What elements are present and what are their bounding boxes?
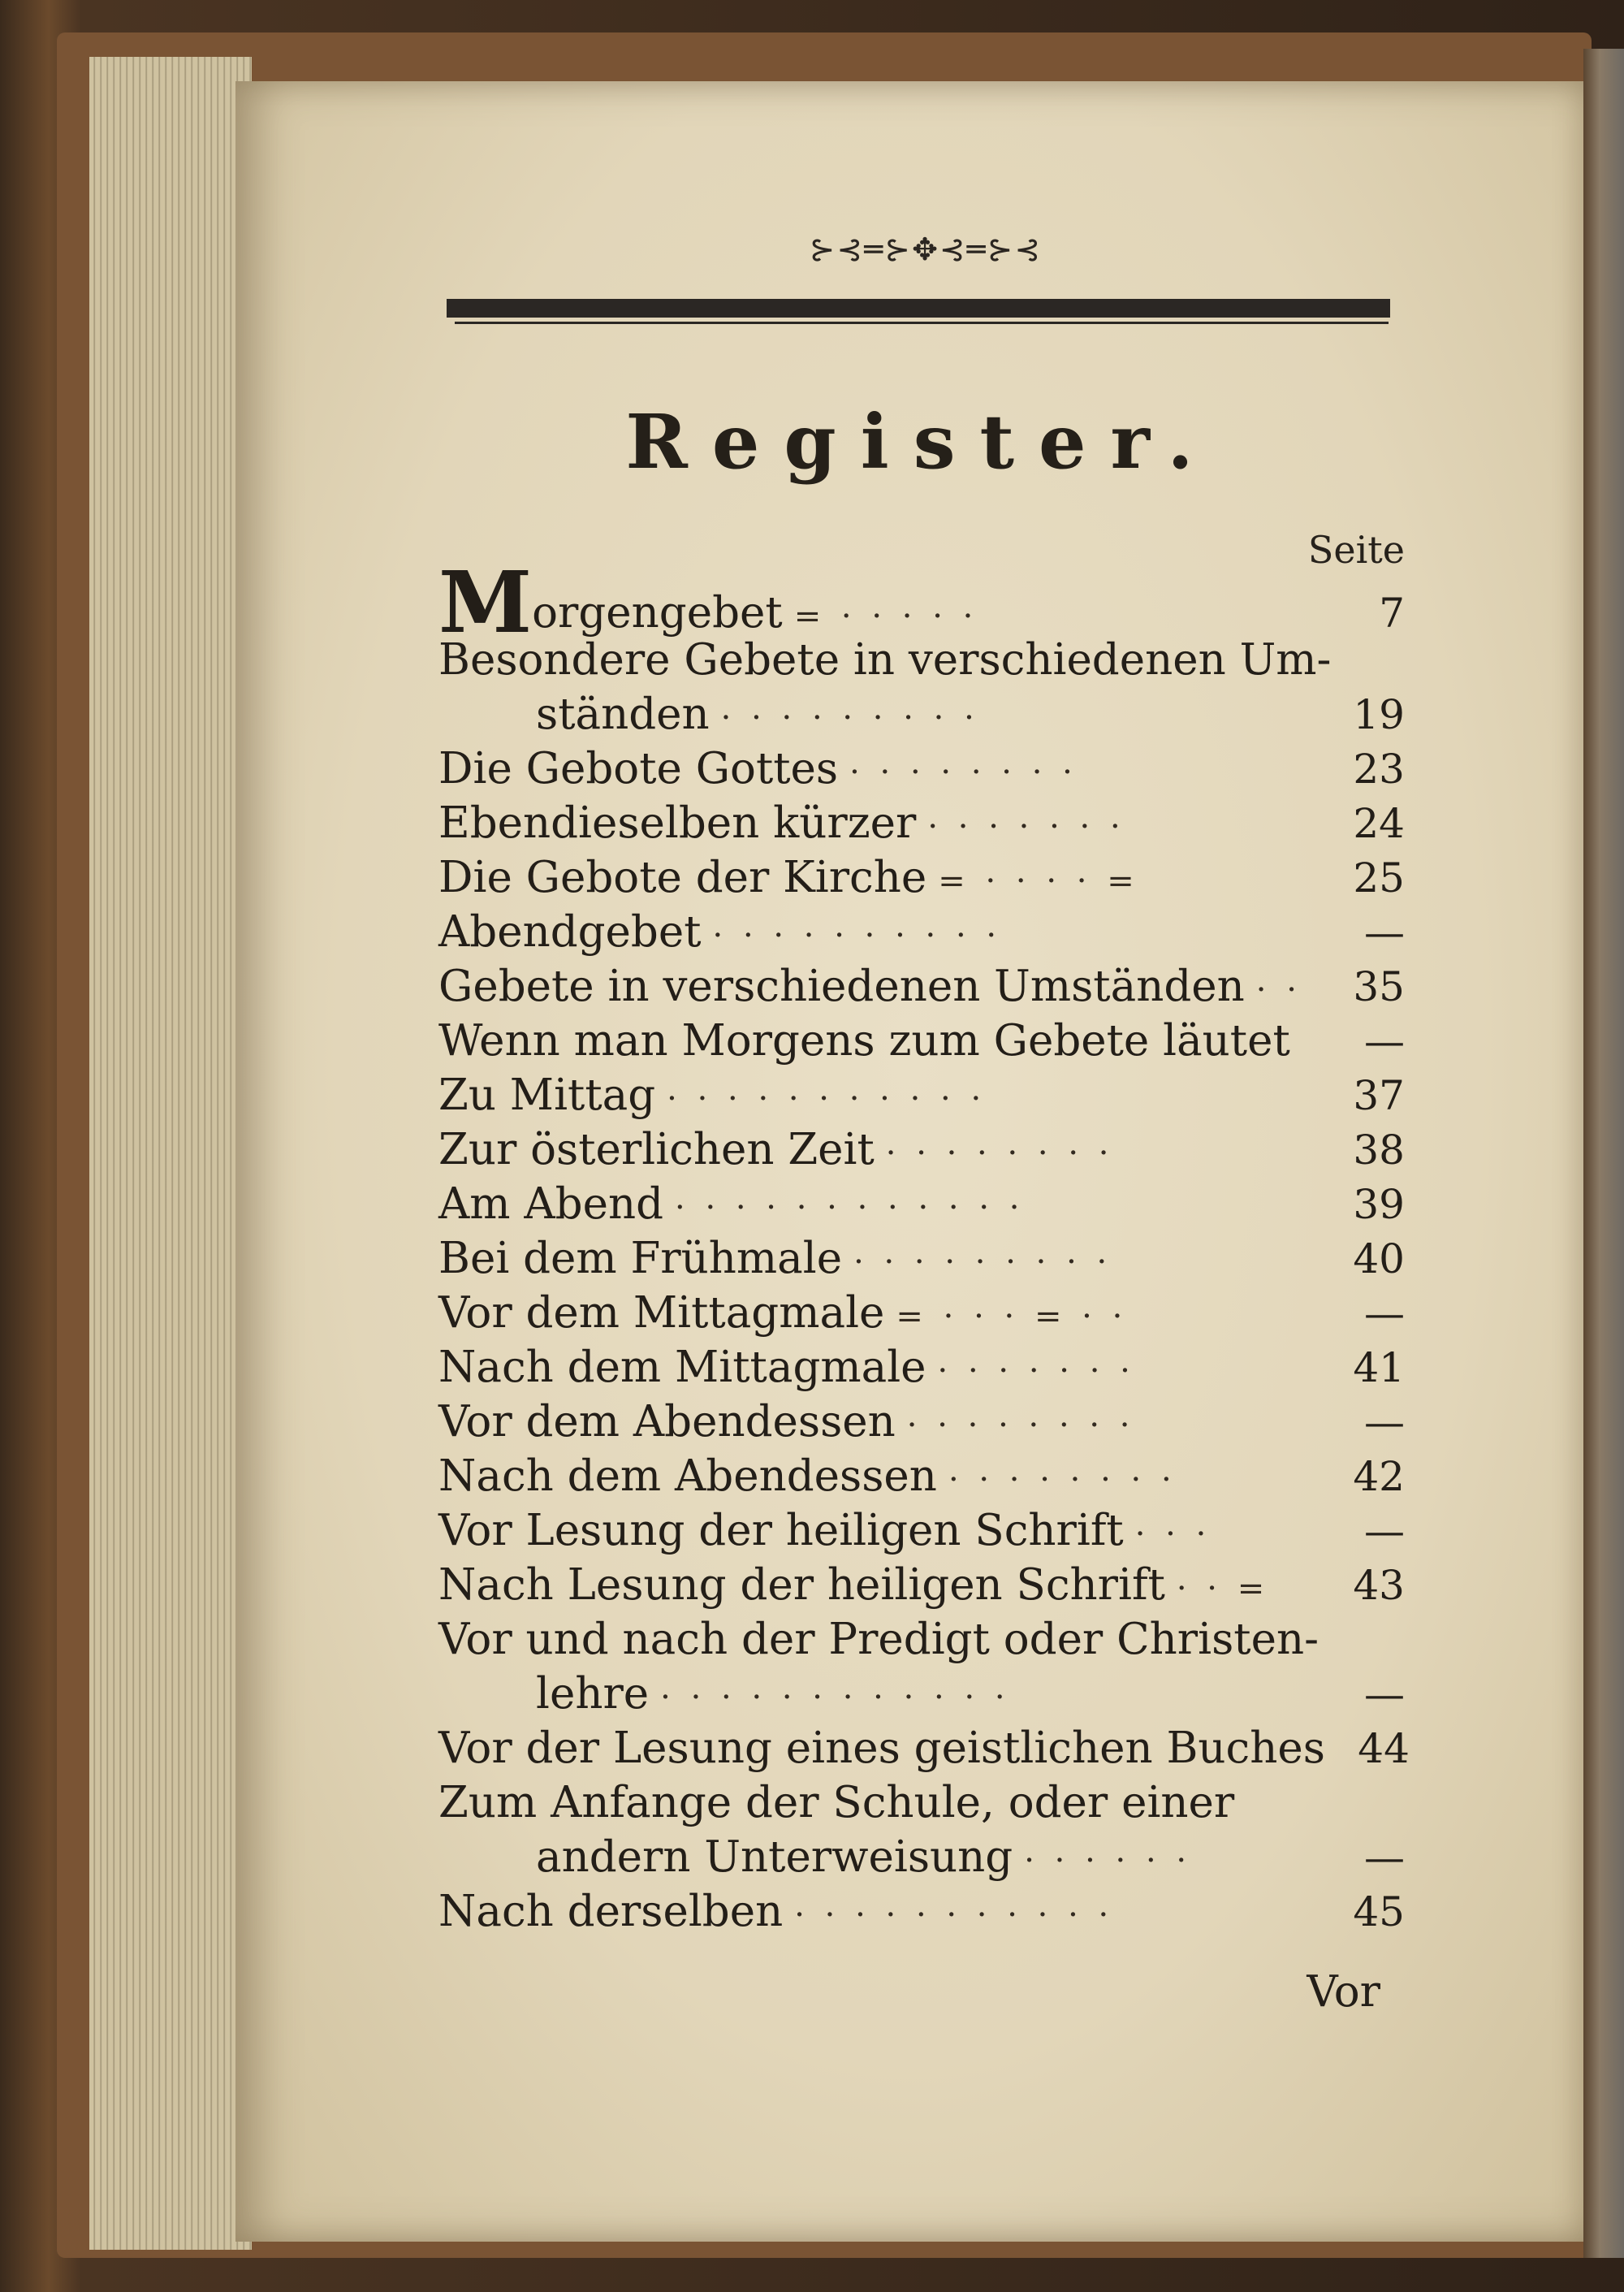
entry-page-number: — bbox=[1364, 1018, 1405, 1065]
entry-title: Nach Lesung der heiligen Schrift bbox=[438, 1560, 1165, 1610]
register-entry bbox=[438, 796, 1405, 850]
entry-leader-dots: · · · · · · · · · · · bbox=[667, 1080, 987, 1118]
entry-page-number: 39 bbox=[1353, 1181, 1405, 1228]
right-binding bbox=[1583, 49, 1624, 2258]
entry-title: Vor der Lesung eines geistlichen Buches bbox=[438, 1723, 1325, 1773]
register-entry bbox=[438, 1177, 1405, 1231]
entry-title: Gebete in verschiedenen Umständen bbox=[438, 962, 1245, 1011]
register-entry bbox=[438, 1503, 1405, 1558]
register-entry bbox=[438, 1231, 1405, 1286]
entry-leader-dots: · · · · · · · · · · · · bbox=[675, 1189, 1025, 1226]
header-ornament: ⊱⊰═⊱✥⊰═⊱⊰ bbox=[809, 231, 1043, 267]
entry-title: Abendgebet bbox=[438, 907, 702, 957]
entry-page-number: — bbox=[1364, 1671, 1405, 1718]
entry-page-number: 35 bbox=[1353, 963, 1405, 1010]
register-entry bbox=[438, 1122, 1405, 1177]
entry-title: Nach dem Abendessen bbox=[438, 1451, 937, 1501]
entry-page-number: 23 bbox=[1353, 746, 1405, 793]
entry-leader-dots: · · · · · · · bbox=[927, 808, 1125, 845]
entry-leader-dots: · · · · · · · · · · · · bbox=[660, 1679, 1010, 1716]
entry-page-number: 19 bbox=[1353, 691, 1405, 738]
entry-title: Zu Mittag bbox=[438, 1070, 656, 1120]
entry-title: Die Gebote der Kirche bbox=[438, 853, 927, 902]
register-entries bbox=[438, 552, 1410, 1939]
entry-leader-dots: · · · · · · · · · bbox=[853, 1243, 1112, 1281]
register-entry bbox=[438, 1830, 1405, 1884]
entry-title: Nach dem Mittagmale bbox=[438, 1343, 926, 1392]
register-entry bbox=[438, 1884, 1405, 1939]
entry-page-number: 25 bbox=[1353, 854, 1405, 902]
entry-leader-dots: · · · bbox=[1134, 1516, 1212, 1553]
register-entry bbox=[438, 742, 1405, 796]
entry-leader-dots: · · · · · · · · · bbox=[720, 699, 979, 737]
entry-leader-dots: · · · · · · · · · · · bbox=[794, 1896, 1114, 1934]
entry-leader-dots: · · = bbox=[1176, 1570, 1270, 1607]
register-entry bbox=[438, 633, 1405, 687]
entry-title-rest: orgengebet bbox=[532, 588, 783, 638]
entry-page-number: 41 bbox=[1353, 1344, 1405, 1391]
entry-title: Zur österlichen Zeit bbox=[438, 1125, 875, 1174]
entry-leader-dots: · · · · · · · · · · bbox=[712, 917, 1002, 954]
page-edges bbox=[89, 57, 252, 2250]
entry-title bbox=[438, 552, 783, 652]
entry-title: Besondere Gebete in verschiedenen Um- bbox=[438, 635, 1332, 685]
register-entry bbox=[438, 850, 1405, 905]
entry-title: Am Abend bbox=[438, 1179, 664, 1229]
entry-title: andern Unterweisung bbox=[536, 1832, 1013, 1882]
entry-title: Bei dem Frühmale bbox=[438, 1234, 843, 1283]
entry-leader-dots: · · · · · · · bbox=[937, 1352, 1135, 1390]
entry-page-number: 42 bbox=[1353, 1453, 1405, 1500]
page-title: Register. bbox=[625, 398, 1218, 486]
register-entry bbox=[438, 1558, 1405, 1612]
register-entry bbox=[438, 1286, 1405, 1340]
entry-title: Nach derselben bbox=[438, 1887, 784, 1936]
entry-title: Die Gebote Gottes bbox=[438, 744, 839, 794]
entry-title: Vor Lesung der heiligen Schrift bbox=[438, 1506, 1124, 1555]
register-entry bbox=[438, 1340, 1405, 1395]
drop-capital: M bbox=[438, 552, 533, 652]
entry-title: ständen bbox=[536, 690, 710, 739]
register-entry bbox=[438, 959, 1405, 1014]
entry-page-number: — bbox=[1364, 1834, 1405, 1881]
entry-page-number: — bbox=[1364, 1290, 1405, 1337]
entry-page-number: — bbox=[1364, 1399, 1405, 1446]
register-entry bbox=[438, 1449, 1405, 1503]
entry-page-number: 43 bbox=[1353, 1562, 1405, 1609]
entry-page-number: 37 bbox=[1353, 1072, 1405, 1119]
register-entry bbox=[438, 687, 1405, 742]
entry-leader-dots: = · · · · · bbox=[793, 598, 978, 635]
thin-rule bbox=[455, 322, 1389, 324]
entry-page-number: 38 bbox=[1353, 1127, 1405, 1174]
entry-page-number: 40 bbox=[1353, 1235, 1405, 1282]
entry-leader-dots: · · · · · · · · bbox=[948, 1461, 1177, 1498]
entry-leader-dots: = · · · = · · bbox=[896, 1298, 1128, 1335]
register-entry bbox=[438, 1775, 1405, 1830]
register-entry bbox=[438, 1721, 1410, 1775]
entry-page-number: — bbox=[1364, 909, 1405, 956]
register-entry bbox=[438, 1068, 1405, 1122]
entry-leader-dots: · · · · · · · · bbox=[849, 754, 1078, 791]
entry-title: Vor dem Abendessen bbox=[438, 1397, 896, 1447]
entry-title: Vor dem Mittagmale bbox=[438, 1288, 885, 1338]
entry-title: Ebendieselben kürzer bbox=[438, 798, 917, 848]
register-entry bbox=[438, 1667, 1405, 1721]
page-column-header: Seite bbox=[1307, 528, 1405, 572]
entry-page-number: 7 bbox=[1379, 590, 1405, 637]
entry-page-number: — bbox=[1364, 1507, 1405, 1555]
entry-title: Vor und nach der Predigt oder Christen- bbox=[438, 1615, 1319, 1664]
entry-title: Zum Anfange der Schule, oder einer bbox=[438, 1778, 1235, 1827]
register-entry bbox=[438, 905, 1405, 959]
entry-page-number: 24 bbox=[1353, 800, 1405, 847]
register-entry bbox=[438, 1014, 1405, 1068]
entry-title: Wenn man Morgens zum Gebete läutet bbox=[438, 1016, 1290, 1066]
heavy-rule bbox=[447, 299, 1390, 318]
entry-leader-dots: · · bbox=[1255, 971, 1302, 1009]
register-entry bbox=[438, 1612, 1405, 1667]
entry-leader-dots: = · · · · = bbox=[938, 863, 1139, 900]
entry-page-number: 44 bbox=[1358, 1725, 1410, 1772]
register-entry bbox=[438, 1395, 1405, 1449]
entry-leader-dots: · · · · · · · · bbox=[906, 1407, 1135, 1444]
catchword: Vor bbox=[1307, 1967, 1380, 2017]
entry-leader-dots: · · · · · · bbox=[1024, 1842, 1192, 1879]
entry-title: lehre bbox=[536, 1669, 650, 1719]
entry-page-number: 45 bbox=[1353, 1888, 1405, 1935]
register-entry bbox=[438, 552, 1405, 652]
entry-leader-dots: · · · · · · · · bbox=[885, 1135, 1114, 1172]
